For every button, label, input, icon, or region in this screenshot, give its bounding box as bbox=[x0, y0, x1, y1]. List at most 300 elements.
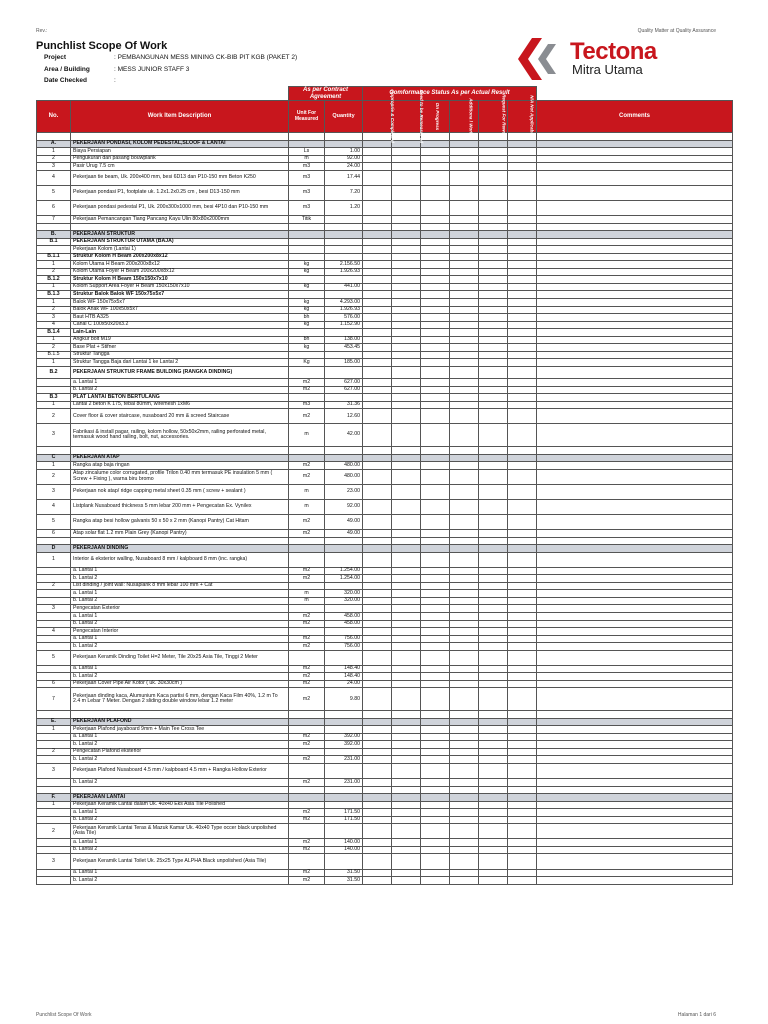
status-checkbox-cell[interactable] bbox=[421, 140, 450, 148]
cell-comments[interactable] bbox=[537, 741, 733, 749]
cell-comments[interactable] bbox=[537, 726, 733, 734]
status-checkbox-cell[interactable] bbox=[508, 351, 537, 359]
status-checkbox-cell[interactable] bbox=[450, 484, 479, 499]
status-checkbox-cell[interactable] bbox=[508, 635, 537, 643]
status-checkbox-cell[interactable] bbox=[479, 484, 508, 499]
status-checkbox-cell[interactable] bbox=[450, 462, 479, 470]
cell-comments[interactable] bbox=[537, 469, 733, 484]
status-checkbox-cell[interactable] bbox=[450, 314, 479, 322]
status-checkbox-cell[interactable] bbox=[392, 163, 421, 171]
status-checkbox-cell[interactable] bbox=[363, 650, 392, 665]
cell-comments[interactable] bbox=[537, 816, 733, 824]
status-checkbox-cell[interactable] bbox=[450, 733, 479, 741]
status-checkbox-cell[interactable] bbox=[363, 379, 392, 387]
status-checkbox-cell[interactable] bbox=[450, 567, 479, 575]
status-checkbox-cell[interactable] bbox=[479, 314, 508, 322]
status-checkbox-cell[interactable] bbox=[421, 726, 450, 734]
status-checkbox-cell[interactable] bbox=[450, 786, 479, 794]
status-checkbox-cell[interactable] bbox=[421, 185, 450, 200]
status-checkbox-cell[interactable] bbox=[363, 366, 392, 378]
status-checkbox-cell[interactable] bbox=[392, 748, 421, 756]
status-checkbox-cell[interactable] bbox=[363, 155, 392, 163]
cell-comments[interactable] bbox=[537, 824, 733, 839]
status-checkbox-cell[interactable] bbox=[479, 824, 508, 839]
cell-comments[interactable] bbox=[537, 628, 733, 636]
status-checkbox-cell[interactable] bbox=[363, 673, 392, 681]
cell-comments[interactable] bbox=[537, 321, 733, 329]
status-checkbox-cell[interactable] bbox=[392, 283, 421, 291]
status-checkbox-cell[interactable] bbox=[421, 643, 450, 651]
status-checkbox-cell[interactable] bbox=[508, 462, 537, 470]
status-checkbox-cell[interactable] bbox=[421, 314, 450, 322]
status-checkbox-cell[interactable] bbox=[363, 454, 392, 462]
status-checkbox-cell[interactable] bbox=[421, 401, 450, 409]
cell-comments[interactable] bbox=[537, 688, 733, 711]
status-checkbox-cell[interactable] bbox=[363, 726, 392, 734]
status-checkbox-cell[interactable] bbox=[450, 170, 479, 185]
status-checkbox-cell[interactable] bbox=[479, 253, 508, 261]
cell-comments[interactable] bbox=[537, 314, 733, 322]
status-checkbox-cell[interactable] bbox=[363, 514, 392, 529]
status-checkbox-cell[interactable] bbox=[450, 620, 479, 628]
status-checkbox-cell[interactable] bbox=[508, 650, 537, 665]
status-checkbox-cell[interactable] bbox=[392, 816, 421, 824]
status-checkbox-cell[interactable] bbox=[479, 386, 508, 394]
status-checkbox-cell[interactable] bbox=[450, 665, 479, 673]
status-checkbox-cell[interactable] bbox=[479, 846, 508, 854]
status-checkbox-cell[interactable] bbox=[508, 344, 537, 352]
status-checkbox-cell[interactable] bbox=[421, 628, 450, 636]
status-checkbox-cell[interactable] bbox=[508, 401, 537, 409]
cell-comments[interactable] bbox=[537, 635, 733, 643]
status-checkbox-cell[interactable] bbox=[363, 268, 392, 276]
cell-comments[interactable] bbox=[537, 718, 733, 726]
status-checkbox-cell[interactable] bbox=[421, 321, 450, 329]
status-checkbox-cell[interactable] bbox=[421, 253, 450, 261]
status-checkbox-cell[interactable] bbox=[392, 537, 421, 545]
cell-comments[interactable] bbox=[537, 537, 733, 545]
status-checkbox-cell[interactable] bbox=[479, 163, 508, 171]
status-checkbox-cell[interactable] bbox=[363, 246, 392, 254]
status-checkbox-cell[interactable] bbox=[392, 299, 421, 307]
status-checkbox-cell[interactable] bbox=[421, 763, 450, 778]
cell-comments[interactable] bbox=[537, 299, 733, 307]
status-checkbox-cell[interactable] bbox=[479, 216, 508, 224]
status-checkbox-cell[interactable] bbox=[363, 801, 392, 809]
status-checkbox-cell[interactable] bbox=[450, 809, 479, 817]
status-checkbox-cell[interactable] bbox=[392, 386, 421, 394]
status-checkbox-cell[interactable] bbox=[450, 253, 479, 261]
cell-comments[interactable] bbox=[537, 351, 733, 359]
cell-comments[interactable] bbox=[537, 409, 733, 424]
status-checkbox-cell[interactable] bbox=[450, 321, 479, 329]
status-checkbox-cell[interactable] bbox=[363, 170, 392, 185]
status-checkbox-cell[interactable] bbox=[421, 529, 450, 537]
status-checkbox-cell[interactable] bbox=[363, 718, 392, 726]
status-checkbox-cell[interactable] bbox=[508, 469, 537, 484]
status-checkbox-cell[interactable] bbox=[392, 462, 421, 470]
status-checkbox-cell[interactable] bbox=[479, 854, 508, 869]
status-checkbox-cell[interactable] bbox=[479, 597, 508, 605]
status-checkbox-cell[interactable] bbox=[363, 854, 392, 869]
status-checkbox-cell[interactable] bbox=[508, 291, 537, 299]
status-checkbox-cell[interactable] bbox=[479, 673, 508, 681]
status-checkbox-cell[interactable] bbox=[450, 779, 479, 787]
cell-comments[interactable] bbox=[537, 854, 733, 869]
status-checkbox-cell[interactable] bbox=[508, 756, 537, 764]
status-checkbox-cell[interactable] bbox=[421, 839, 450, 847]
status-checkbox-cell[interactable] bbox=[421, 545, 450, 553]
status-checkbox-cell[interactable] bbox=[421, 394, 450, 402]
status-checkbox-cell[interactable] bbox=[392, 366, 421, 378]
status-checkbox-cell[interactable] bbox=[450, 612, 479, 620]
status-checkbox-cell[interactable] bbox=[450, 748, 479, 756]
status-checkbox-cell[interactable] bbox=[479, 741, 508, 749]
status-checkbox-cell[interactable] bbox=[508, 816, 537, 824]
status-checkbox-cell[interactable] bbox=[508, 299, 537, 307]
cell-comments[interactable] bbox=[537, 246, 733, 254]
cell-comments[interactable] bbox=[537, 170, 733, 185]
status-checkbox-cell[interactable] bbox=[421, 688, 450, 711]
status-checkbox-cell[interactable] bbox=[508, 329, 537, 337]
status-checkbox-cell[interactable] bbox=[450, 869, 479, 877]
status-checkbox-cell[interactable] bbox=[421, 786, 450, 794]
status-checkbox-cell[interactable] bbox=[363, 276, 392, 284]
status-checkbox-cell[interactable] bbox=[479, 351, 508, 359]
status-checkbox-cell[interactable] bbox=[392, 741, 421, 749]
status-checkbox-cell[interactable] bbox=[479, 718, 508, 726]
status-checkbox-cell[interactable] bbox=[392, 155, 421, 163]
status-checkbox-cell[interactable] bbox=[363, 499, 392, 514]
status-checkbox-cell[interactable] bbox=[450, 185, 479, 200]
cell-comments[interactable] bbox=[537, 597, 733, 605]
status-checkbox-cell[interactable] bbox=[392, 329, 421, 337]
status-checkbox-cell[interactable] bbox=[421, 133, 450, 141]
cell-comments[interactable] bbox=[537, 306, 733, 314]
status-checkbox-cell[interactable] bbox=[392, 756, 421, 764]
status-checkbox-cell[interactable] bbox=[421, 552, 450, 567]
cell-comments[interactable] bbox=[537, 582, 733, 590]
status-checkbox-cell[interactable] bbox=[479, 763, 508, 778]
status-checkbox-cell[interactable] bbox=[363, 306, 392, 314]
status-checkbox-cell[interactable] bbox=[363, 283, 392, 291]
status-checkbox-cell[interactable] bbox=[450, 386, 479, 394]
status-checkbox-cell[interactable] bbox=[421, 268, 450, 276]
status-checkbox-cell[interactable] bbox=[450, 469, 479, 484]
status-checkbox-cell[interactable] bbox=[479, 200, 508, 215]
status-checkbox-cell[interactable] bbox=[450, 394, 479, 402]
status-checkbox-cell[interactable] bbox=[421, 590, 450, 598]
cell-comments[interactable] bbox=[537, 366, 733, 378]
status-checkbox-cell[interactable] bbox=[392, 643, 421, 651]
status-checkbox-cell[interactable] bbox=[479, 605, 508, 613]
status-checkbox-cell[interactable] bbox=[508, 216, 537, 224]
cell-comments[interactable] bbox=[537, 446, 733, 454]
status-checkbox-cell[interactable] bbox=[450, 276, 479, 284]
status-checkbox-cell[interactable] bbox=[363, 537, 392, 545]
status-checkbox-cell[interactable] bbox=[421, 582, 450, 590]
status-checkbox-cell[interactable] bbox=[450, 499, 479, 514]
status-checkbox-cell[interactable] bbox=[392, 877, 421, 885]
status-checkbox-cell[interactable] bbox=[479, 877, 508, 885]
status-checkbox-cell[interactable] bbox=[479, 344, 508, 352]
status-checkbox-cell[interactable] bbox=[363, 314, 392, 322]
status-checkbox-cell[interactable] bbox=[392, 170, 421, 185]
status-checkbox-cell[interactable] bbox=[508, 809, 537, 817]
status-checkbox-cell[interactable] bbox=[392, 351, 421, 359]
status-checkbox-cell[interactable] bbox=[363, 809, 392, 817]
status-checkbox-cell[interactable] bbox=[479, 869, 508, 877]
status-checkbox-cell[interactable] bbox=[363, 336, 392, 344]
status-checkbox-cell[interactable] bbox=[450, 148, 479, 156]
status-checkbox-cell[interactable] bbox=[479, 223, 508, 231]
status-checkbox-cell[interactable] bbox=[508, 582, 537, 590]
status-checkbox-cell[interactable] bbox=[392, 394, 421, 402]
status-checkbox-cell[interactable] bbox=[392, 484, 421, 499]
status-checkbox-cell[interactable] bbox=[392, 148, 421, 156]
status-checkbox-cell[interactable] bbox=[450, 763, 479, 778]
status-checkbox-cell[interactable] bbox=[508, 597, 537, 605]
status-checkbox-cell[interactable] bbox=[392, 711, 421, 719]
status-checkbox-cell[interactable] bbox=[363, 231, 392, 239]
status-checkbox-cell[interactable] bbox=[508, 680, 537, 688]
status-checkbox-cell[interactable] bbox=[392, 718, 421, 726]
status-checkbox-cell[interactable] bbox=[450, 854, 479, 869]
cell-comments[interactable] bbox=[537, 216, 733, 224]
cell-comments[interactable] bbox=[537, 185, 733, 200]
status-checkbox-cell[interactable] bbox=[392, 514, 421, 529]
status-checkbox-cell[interactable] bbox=[450, 329, 479, 337]
status-checkbox-cell[interactable] bbox=[450, 351, 479, 359]
status-checkbox-cell[interactable] bbox=[363, 877, 392, 885]
cell-comments[interactable] bbox=[537, 462, 733, 470]
status-checkbox-cell[interactable] bbox=[392, 246, 421, 254]
status-checkbox-cell[interactable] bbox=[421, 733, 450, 741]
status-checkbox-cell[interactable] bbox=[479, 635, 508, 643]
cell-comments[interactable] bbox=[537, 575, 733, 583]
status-checkbox-cell[interactable] bbox=[421, 635, 450, 643]
cell-comments[interactable] bbox=[537, 424, 733, 447]
status-checkbox-cell[interactable] bbox=[450, 605, 479, 613]
status-checkbox-cell[interactable] bbox=[363, 711, 392, 719]
status-checkbox-cell[interactable] bbox=[363, 779, 392, 787]
status-checkbox-cell[interactable] bbox=[450, 401, 479, 409]
status-checkbox-cell[interactable] bbox=[479, 733, 508, 741]
status-checkbox-cell[interactable] bbox=[508, 567, 537, 575]
status-checkbox-cell[interactable] bbox=[392, 140, 421, 148]
status-checkbox-cell[interactable] bbox=[450, 155, 479, 163]
status-checkbox-cell[interactable] bbox=[479, 238, 508, 246]
status-checkbox-cell[interactable] bbox=[450, 552, 479, 567]
status-checkbox-cell[interactable] bbox=[479, 246, 508, 254]
status-checkbox-cell[interactable] bbox=[392, 359, 421, 367]
status-checkbox-cell[interactable] bbox=[450, 680, 479, 688]
cell-comments[interactable] bbox=[537, 567, 733, 575]
cell-comments[interactable] bbox=[537, 529, 733, 537]
status-checkbox-cell[interactable] bbox=[363, 733, 392, 741]
status-checkbox-cell[interactable] bbox=[450, 514, 479, 529]
status-checkbox-cell[interactable] bbox=[363, 545, 392, 553]
status-checkbox-cell[interactable] bbox=[392, 133, 421, 141]
status-checkbox-cell[interactable] bbox=[450, 216, 479, 224]
status-checkbox-cell[interactable] bbox=[450, 133, 479, 141]
status-checkbox-cell[interactable] bbox=[392, 200, 421, 215]
status-checkbox-cell[interactable] bbox=[508, 366, 537, 378]
status-checkbox-cell[interactable] bbox=[392, 801, 421, 809]
cell-comments[interactable] bbox=[537, 268, 733, 276]
cell-comments[interactable] bbox=[537, 545, 733, 553]
status-checkbox-cell[interactable] bbox=[421, 665, 450, 673]
cell-comments[interactable] bbox=[537, 253, 733, 261]
cell-comments[interactable] bbox=[537, 605, 733, 613]
status-checkbox-cell[interactable] bbox=[392, 809, 421, 817]
status-checkbox-cell[interactable] bbox=[363, 786, 392, 794]
status-checkbox-cell[interactable] bbox=[479, 545, 508, 553]
cell-comments[interactable] bbox=[537, 552, 733, 567]
status-checkbox-cell[interactable] bbox=[450, 424, 479, 447]
status-checkbox-cell[interactable] bbox=[450, 359, 479, 367]
status-checkbox-cell[interactable] bbox=[363, 552, 392, 567]
status-checkbox-cell[interactable] bbox=[363, 291, 392, 299]
status-checkbox-cell[interactable] bbox=[479, 379, 508, 387]
status-checkbox-cell[interactable] bbox=[392, 545, 421, 553]
status-checkbox-cell[interactable] bbox=[450, 200, 479, 215]
cell-comments[interactable] bbox=[537, 344, 733, 352]
status-checkbox-cell[interactable] bbox=[392, 336, 421, 344]
cell-comments[interactable] bbox=[537, 733, 733, 741]
status-checkbox-cell[interactable] bbox=[450, 794, 479, 802]
status-checkbox-cell[interactable] bbox=[479, 567, 508, 575]
status-checkbox-cell[interactable] bbox=[421, 366, 450, 378]
status-checkbox-cell[interactable] bbox=[479, 514, 508, 529]
status-checkbox-cell[interactable] bbox=[450, 140, 479, 148]
status-checkbox-cell[interactable] bbox=[508, 140, 537, 148]
status-checkbox-cell[interactable] bbox=[363, 185, 392, 200]
status-checkbox-cell[interactable] bbox=[479, 680, 508, 688]
status-checkbox-cell[interactable] bbox=[479, 336, 508, 344]
status-checkbox-cell[interactable] bbox=[392, 424, 421, 447]
status-checkbox-cell[interactable] bbox=[508, 283, 537, 291]
cell-comments[interactable] bbox=[537, 869, 733, 877]
status-checkbox-cell[interactable] bbox=[479, 801, 508, 809]
status-checkbox-cell[interactable] bbox=[479, 839, 508, 847]
cell-comments[interactable] bbox=[537, 877, 733, 885]
status-checkbox-cell[interactable] bbox=[421, 223, 450, 231]
status-checkbox-cell[interactable] bbox=[421, 276, 450, 284]
status-checkbox-cell[interactable] bbox=[363, 643, 392, 651]
status-checkbox-cell[interactable] bbox=[392, 786, 421, 794]
status-checkbox-cell[interactable] bbox=[421, 231, 450, 239]
status-checkbox-cell[interactable] bbox=[479, 394, 508, 402]
status-checkbox-cell[interactable] bbox=[479, 809, 508, 817]
status-checkbox-cell[interactable] bbox=[508, 394, 537, 402]
status-checkbox-cell[interactable] bbox=[508, 238, 537, 246]
status-checkbox-cell[interactable] bbox=[450, 839, 479, 847]
status-checkbox-cell[interactable] bbox=[421, 351, 450, 359]
status-checkbox-cell[interactable] bbox=[479, 329, 508, 337]
status-checkbox-cell[interactable] bbox=[363, 401, 392, 409]
status-checkbox-cell[interactable] bbox=[450, 283, 479, 291]
status-checkbox-cell[interactable] bbox=[421, 537, 450, 545]
cell-comments[interactable] bbox=[537, 133, 733, 141]
status-checkbox-cell[interactable] bbox=[363, 612, 392, 620]
status-checkbox-cell[interactable] bbox=[450, 711, 479, 719]
status-checkbox-cell[interactable] bbox=[363, 582, 392, 590]
status-checkbox-cell[interactable] bbox=[421, 155, 450, 163]
status-checkbox-cell[interactable] bbox=[508, 379, 537, 387]
status-checkbox-cell[interactable] bbox=[479, 756, 508, 764]
status-checkbox-cell[interactable] bbox=[421, 379, 450, 387]
status-checkbox-cell[interactable] bbox=[508, 231, 537, 239]
status-checkbox-cell[interactable] bbox=[363, 299, 392, 307]
cell-comments[interactable] bbox=[537, 379, 733, 387]
status-checkbox-cell[interactable] bbox=[392, 794, 421, 802]
status-checkbox-cell[interactable] bbox=[508, 454, 537, 462]
status-checkbox-cell[interactable] bbox=[363, 794, 392, 802]
status-checkbox-cell[interactable] bbox=[392, 276, 421, 284]
status-checkbox-cell[interactable] bbox=[363, 329, 392, 337]
status-checkbox-cell[interactable] bbox=[508, 276, 537, 284]
status-checkbox-cell[interactable] bbox=[450, 824, 479, 839]
status-checkbox-cell[interactable] bbox=[421, 261, 450, 269]
status-checkbox-cell[interactable] bbox=[450, 756, 479, 764]
status-checkbox-cell[interactable] bbox=[421, 620, 450, 628]
status-checkbox-cell[interactable] bbox=[421, 454, 450, 462]
status-checkbox-cell[interactable] bbox=[479, 537, 508, 545]
status-checkbox-cell[interactable] bbox=[450, 718, 479, 726]
status-checkbox-cell[interactable] bbox=[363, 321, 392, 329]
status-checkbox-cell[interactable] bbox=[363, 748, 392, 756]
status-checkbox-cell[interactable] bbox=[421, 359, 450, 367]
status-checkbox-cell[interactable] bbox=[392, 454, 421, 462]
cell-comments[interactable] bbox=[537, 148, 733, 156]
status-checkbox-cell[interactable] bbox=[363, 605, 392, 613]
status-checkbox-cell[interactable] bbox=[392, 650, 421, 665]
status-checkbox-cell[interactable] bbox=[392, 597, 421, 605]
status-checkbox-cell[interactable] bbox=[421, 329, 450, 337]
status-checkbox-cell[interactable] bbox=[363, 665, 392, 673]
cell-comments[interactable] bbox=[537, 786, 733, 794]
status-checkbox-cell[interactable] bbox=[450, 628, 479, 636]
status-checkbox-cell[interactable] bbox=[450, 336, 479, 344]
status-checkbox-cell[interactable] bbox=[508, 185, 537, 200]
cell-comments[interactable] bbox=[537, 499, 733, 514]
status-checkbox-cell[interactable] bbox=[392, 688, 421, 711]
status-checkbox-cell[interactable] bbox=[508, 170, 537, 185]
cell-comments[interactable] bbox=[537, 283, 733, 291]
status-checkbox-cell[interactable] bbox=[392, 223, 421, 231]
status-checkbox-cell[interactable] bbox=[508, 545, 537, 553]
status-checkbox-cell[interactable] bbox=[508, 854, 537, 869]
status-checkbox-cell[interactable] bbox=[392, 216, 421, 224]
status-checkbox-cell[interactable] bbox=[450, 366, 479, 378]
status-checkbox-cell[interactable] bbox=[479, 628, 508, 636]
status-checkbox-cell[interactable] bbox=[450, 597, 479, 605]
cell-comments[interactable] bbox=[537, 846, 733, 854]
status-checkbox-cell[interactable] bbox=[450, 268, 479, 276]
status-checkbox-cell[interactable] bbox=[508, 499, 537, 514]
cell-comments[interactable] bbox=[537, 223, 733, 231]
cell-comments[interactable] bbox=[537, 763, 733, 778]
status-checkbox-cell[interactable] bbox=[392, 628, 421, 636]
status-checkbox-cell[interactable] bbox=[421, 824, 450, 839]
status-checkbox-cell[interactable] bbox=[450, 246, 479, 254]
status-checkbox-cell[interactable] bbox=[479, 469, 508, 484]
status-checkbox-cell[interactable] bbox=[508, 359, 537, 367]
status-checkbox-cell[interactable] bbox=[363, 529, 392, 537]
status-checkbox-cell[interactable] bbox=[421, 748, 450, 756]
cell-comments[interactable] bbox=[537, 794, 733, 802]
